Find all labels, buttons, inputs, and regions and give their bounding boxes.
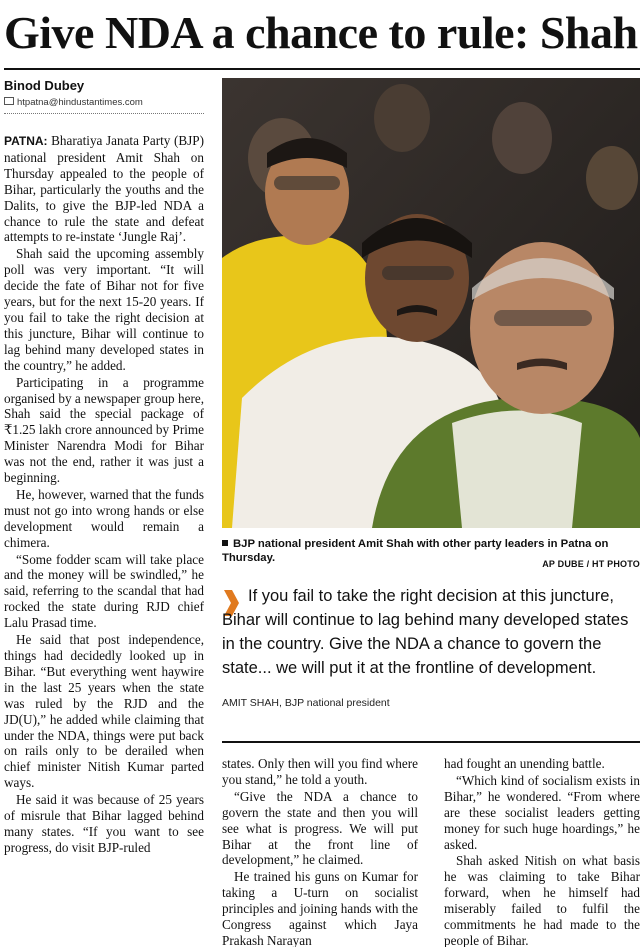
pull-quote	[222, 584, 640, 680]
byline-email[interactable]	[4, 97, 204, 109]
byline-email-text: htpatna@hindustantimes.com	[17, 97, 143, 108]
article-paragraph: “Which kind of socialism exists in Bihar,” he wondered. “From where are these socialist leaders getting money for such huge hoardings,” he asked.	[444, 772, 640, 852]
headline: Give NDA a chance to rule: Shah	[4, 7, 638, 58]
article-column-2	[222, 756, 418, 947]
headline-rule	[4, 68, 640, 70]
pull-quote-attribution: AMIT SHAH, BJP national president	[222, 697, 390, 709]
dateline: PATNA:	[4, 134, 48, 148]
article-paragraph: Participating in a programme organised by a newspaper group here, Shah said the special package of ₹1.25 lakh crore announced by Prime Minister Narendra Modi for Bihar was not the end, rather it was just a beginning.	[4, 374, 204, 486]
photo-credit: AP DUBE / HT PHOTO	[542, 559, 640, 569]
news-photo	[222, 78, 640, 528]
caption-bullet-icon	[222, 540, 228, 546]
photo-caption-text: BJP national president Amit Shah with other party leaders in Patna on Thursday.	[222, 538, 609, 564]
article-paragraph: had fought an unending battle.	[444, 756, 605, 771]
byline-divider	[4, 113, 204, 114]
pull-quote-text: If you fail to take the right decision at this juncture, Bihar will continue to lag behind many developed states in the country. Give the NDA a chance to govern the state... we will put it at the frontline of development.	[222, 587, 629, 677]
article-paragraph: states. Only then will you find where you stand,” he told a youth.	[222, 756, 418, 787]
article-paragraph: “Give the NDA a chance to govern the state and then you will see what is progress. We will put Bihar at the front line of development,” he claimed.	[222, 788, 418, 868]
pull-quote-rule	[222, 741, 640, 743]
mail-icon	[4, 97, 14, 105]
article-paragraph: “Some fodder scam will take place and the money will be swindled,” he said, referring to the scandal that had rocked the state during RJD chief Lalu Prasad time.	[4, 551, 204, 631]
photo-illustration	[222, 78, 640, 528]
article-paragraph: He said it was because of 25 years of misrule that Bihar lagged behind many states. “If you want to see progress, do visit BJP-ruled	[4, 792, 204, 855]
article-paragraph: He trained his guns on Kumar for taking a U-turn on socialist principles and joining hands with the Congress against which Jaya Prakash Narayan	[222, 869, 418, 947]
article-paragraph: Shah said the upcoming assembly poll was very important. “It will decide the fate of Bihar not for five years, but for the next 15-20 years. If you fail to take the right decision at this juncture, Bihar will continue to lag behind many developed states in the country,” he added.	[4, 246, 204, 373]
article-paragraph: Shah asked Nitish on what basis he was claiming to take Bihar forward, when he himself had miserably failed to fulfil the commitments he had made to the people of Bihar.	[444, 853, 640, 947]
article-paragraph: He said that post independence, things had decidedly looked up in Bihar. “But everything went haywire in the last 25 years when the state was ruled by the RJD and the JD(U),” he added while claiming that under the NDA, things were put back on rails only to be derailed when chief minister Nitish Kumar parted ways.	[4, 632, 204, 791]
article-paragraph: He, however, warned that the funds must not go into wrong hands or else development would remain a chimera.	[4, 486, 204, 550]
article-column-1	[4, 133, 204, 947]
article-column-3	[444, 756, 640, 947]
byline-author: Binod Dubey	[4, 78, 85, 93]
article-paragraph: PATNA: Bharatiya Janata Party (BJP) national president Amit Shah on Thursday appealed to the people of Bihar, particularly the youths and the Dalits, to give the BJP-led NDA a chance to rule the state and defeat attempts to re-instate ‘Jungle Raj’.	[4, 133, 204, 245]
